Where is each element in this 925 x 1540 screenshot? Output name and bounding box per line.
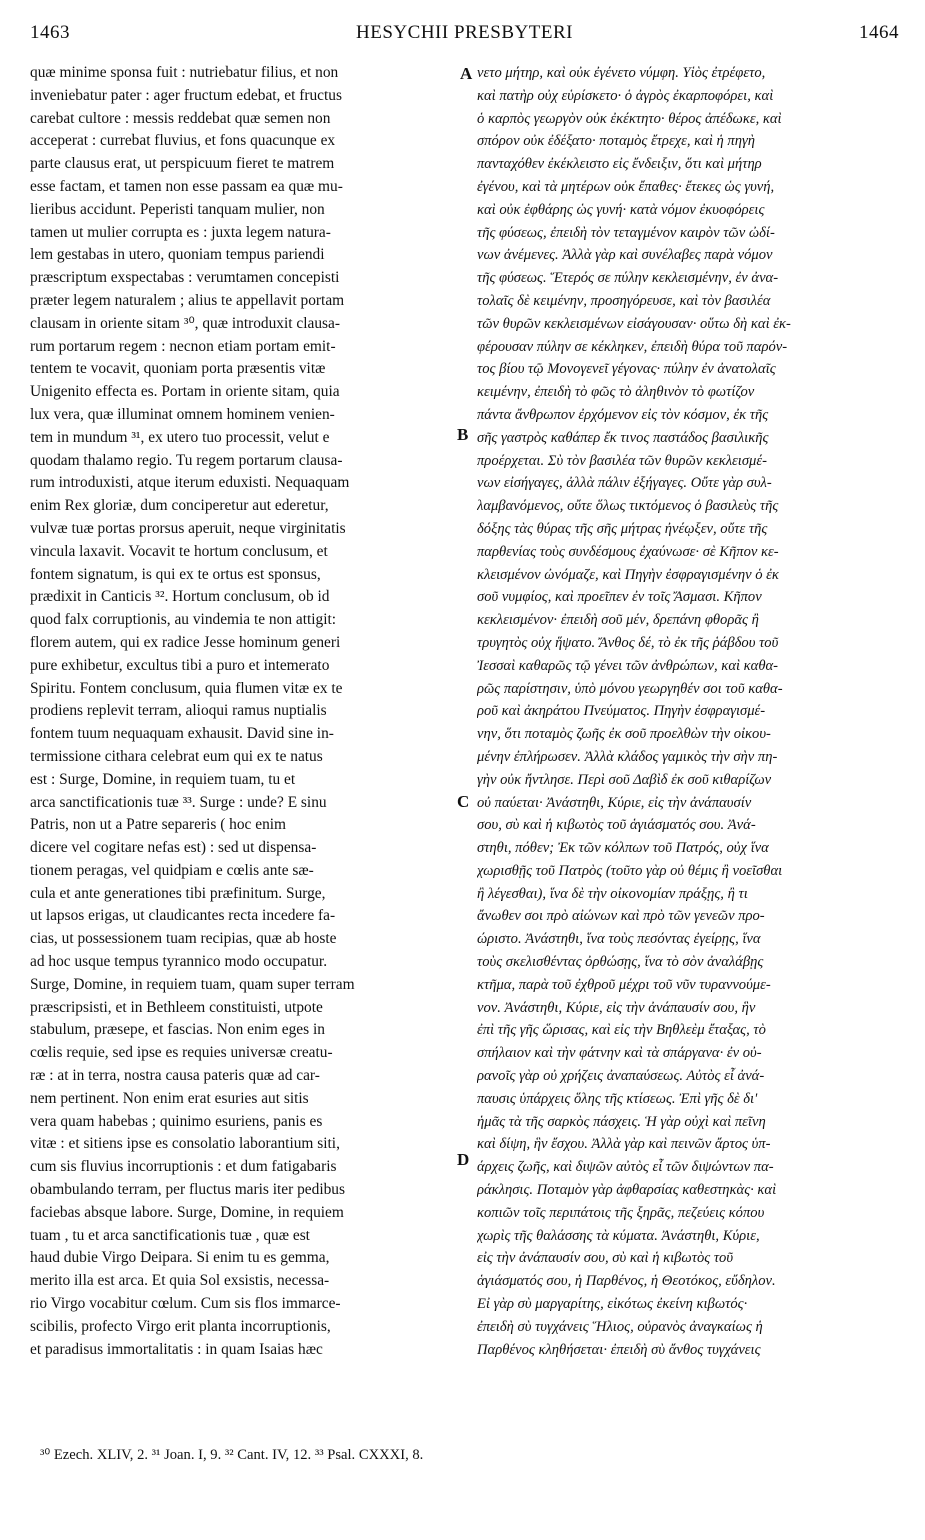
greek-text-line: σῆς γαστρὸς καθάπερ ἔκ τινος παστάδος βασιλικῆς [477,429,769,446]
latin-text-line: Surge, Domine, in requiem tuam, quam super terram [30,975,355,993]
latin-text-line: vulvæ tuæ portas prorsus aperuit, neque virginitatis [30,519,346,537]
greek-text-line: τῆς φύσεως. Ἕτερός σε πύλην κεκλεισμένην, ἐν ἀνα- [477,270,779,287]
greek-text-line: τρυγητὸς οὐχ ἥψατο. Ἄνθος δέ, τὸ ἐκ τῆς ῥάβδου τοῦ [477,634,779,651]
latin-text-line: est : Surge, Domine, in requiem tuam, tu et [30,770,296,788]
greek-text-line: τοὺς σκελισθέντας ὀρθώσῃς, ἵνα τὸ σὸν ἀναλάβῃς [477,954,764,971]
margin-letter-a: A [460,64,473,83]
latin-text-line: enim Rex gloriæ, dum conciperetur aut ederetur, [30,497,329,515]
latin-text-line: rum portarum regem : necnon etiam portam emit- [30,337,336,355]
latin-text-line: faciebas absque labore. Surge, Domine, in requiem [30,1203,344,1221]
latin-text-line: esse factam, et tamen non esse passam ea quæ mu- [30,177,343,195]
latin-text-line: florem autem, qui ex radice Jesse hominum generi [30,633,341,651]
margin-letter-d: D [457,1150,470,1169]
latin-text-line: inveniebatur pater : ager fructum edebat, et fructus [30,86,342,104]
latin-text-line: prædixit in Canticis ³². Hortum conclusum, ob id [30,588,330,606]
greek-text-line: ράκλησις. Ποταμὸν γὰρ ἀφθαρσίας καθεστηκὰς· καὶ [477,1182,777,1199]
greek-text-line: κλεισμένον ὠνόμαζε, καὶ Πηγὴν ἐσφραγισμένην ὁ ἐκ [477,566,779,583]
latin-text-line: rio Virgo vocabitur cœlum. Cum sis flos immarce- [30,1295,341,1313]
greek-text-line: παρθενίας τοὺς συνδέσμους ἐχαύνωσε· σὲ Κῆπον κε- [477,543,779,560]
latin-text-line: haud dubie Virgo Deipara. Si enim tu es gemma, [30,1249,330,1267]
greek-text-line: οὐ παύεται· Ἀνάστηθι, Κύριε, εἰς τὴν ἀνάπαυσίν [477,794,752,811]
page-number-right: 1464 [859,22,899,43]
latin-text-line: stabulum, præsepe, et fascias. Non enim eges in [30,1021,325,1039]
latin-text-line: nem pertinent. Non enim erat esuries aut sitis [30,1089,309,1107]
latin-text-line: scibilis, profecto Virgo erit planta incorruptionis, [30,1317,331,1335]
latin-text-line: ut lapsos erigas, ut claudicantes recta incedere fa- [30,907,336,925]
greek-text-line: τῶν θυρῶν κεκλεισμένων εἰσάγουσαν· οὕτω δὴ καὶ ἐκ- [477,315,791,332]
latin-text-line: parte clausus erat, ut perspicuum fieret te matrem [30,155,335,173]
latin-text-line: Patris, non ut a Patre separeris ( hoc enim [30,816,287,834]
greek-text-line: κτῆμα, παρὰ τοῦ ἐχθροῦ μέχρι τοῦ νῦν τυραννούμε- [477,976,771,993]
latin-text-line: tionem peragas, vel quidpiam e cœlis ante sæ- [30,861,314,879]
latin-text-line: ad hoc usque tempus tyrannico modo occupatur. [30,953,328,971]
greek-text-line: ρανοῖς γὰρ οὐ χρήζεις ἀναπαύσεως. Αὐτὸς εἶ ἀνά- [477,1068,765,1085]
latin-text-line: cula et ante generationes tibi præfinitum. Surge, [30,884,326,902]
latin-text-line: merito illa est arca. Et quia Sol exsistis, necessa- [30,1272,330,1290]
greek-text-line: ρῶς παρίστησιν, ὑπὸ μόνου γεωργηθέν σοι τοῦ καθα- [477,680,783,697]
greek-text-line: ἡμᾶς τὰ τῆς σαρκὸς πάσχεις. Ἡ γὰρ οὐχὶ καὶ πεῖνη [477,1113,766,1130]
greek-text-line: ἢ λέγεσθαι), ἵνα δὲ τὴν οἰκονομίαν πράξῃς, ἢ τι [477,885,748,902]
latin-text-line: lieribus accidunt. Peperisti tanquam mulier, non [30,200,325,218]
greek-text-line: νων εἰσήγαγες, ἀλλὰ πάλιν ἐξήγαγες. Οὔτε γὰρ συλ- [477,475,772,492]
latin-text-line: præscripsisti, et in Bethleem constituisti, utpote [30,998,323,1016]
margin-letter-b: B [457,425,469,444]
latin-text-line: quodam thalamo regio. Tu regem portarum clausa- [30,451,343,469]
greek-text-line: τῆς φύσεως, ἐπειδὴ τὸν τεταγμένον καιρὸν τῶν ὠδί- [477,224,775,241]
latin-text-line: arca sanctificationis tuæ ³³. Surge : unde? E sinu [30,793,327,811]
greek-text-line: σοῦ νυμφίος, καὶ προεῖπεν ἐν τοῖς Ἄσμασι. Κῆπον [477,589,762,606]
latin-text-line: tentem te vocavit, quoniam porta præsentis vitæ [30,360,326,378]
latin-text-line: acceperat : currebat fluvius, et fons quacunque ex [30,132,336,150]
greek-text-line: καὶ πατὴρ οὐχ εὑρίσκετο· ὁ ἀγρὸς ἐκαρποφόρει, καὶ [477,87,774,104]
greek-text-line: γὴν οὐκ ἤντλησε. Περὶ σοῦ Δαβὶδ ἐκ σοῦ κιθαρίζων [477,771,772,788]
latin-text-line: fontem signatum, is qui ex te ortus est sponsus, [30,565,321,583]
greek-text-line: κοπιῶν τοῖς περιπάτοις τῆς ξηρᾶς, πεζεύεις κόπου [477,1204,765,1221]
latin-text-line: cum sis fluvius incorruptionis : et dum fatigabaris [30,1158,337,1176]
greek-text-line: νετο μήτηρ, καὶ οὐκ ἐγένετο νύμφη. Υἱὸς ἐτρέφετο, [477,65,766,81]
greek-text-line: ὁ καρπὸς γεωργὸν οὐκ ἐκέκτητο· θέρος ἀπέδωκε, καὶ [477,110,782,127]
greek-column [477,62,897,1361]
greek-text-line: καὶ οὐκ ἐφθάρης ὡς γυνή· κατὰ νόμον ἐκυοφόρεις [477,201,765,218]
greek-text-line: φέρουσαν πύλην σε κέκληκεν, ἐπειδὴ θύρα τοῦ παρόν- [477,338,788,355]
greek-text-line: Εἰ γὰρ σὺ μαργαρίτης, εἰκότως ἐκείνη κιβωτός· [477,1296,748,1313]
greek-text-line: δόξης τὰς θύρας τῆς σῆς μήτρας ἠνέῳξεν, οὔτε τῆς [477,520,768,537]
greek-text-line: χωρισθῇς τοῦ Πατρὸς (τοῦτο γὰρ οὐ θέμις ἢ νοεῖσθαι [477,862,783,879]
latin-text-line: cœlis requie, sed ipse es requies universæ creatu- [30,1044,333,1062]
greek-text-line: μένην ἐπλήρωσεν. Ἀλλὰ κλάδος γαμικὸς τὴν σὴν πη- [477,748,778,765]
footnotes: ³⁰ Ezech. XLIV, 2. ³¹ Joan. I, 9. ³² Cant. IV, 12. ³³ Psal. CXXXI, 8. [40,1447,424,1463]
greek-text-line: τολαῖς δὲ κειμένην, προσηγόρευσε, καὶ τὸν βασιλέα [477,292,771,309]
latin-text-line: lem gestabas in utero, quoniam tempus pariendi [30,246,325,264]
latin-text-line: dicere vel cogitare nefas est) : sed ut dispensa- [30,839,317,857]
latin-text-line: et paradisus immortalitatis : in quam Isaias hæc [30,1340,323,1358]
greek-text-line: καὶ δίψη, ἣν ἔσχου. Ἀλλὰ γὰρ καὶ πεινῶν ἄρτος ὑπ- [477,1136,771,1153]
greek-text-line: ἐπὶ τῆς γῆς ὥρισας, καὶ εἰς τὴν Βηθλεὲμ ἔταξας, τὸ [477,1022,766,1039]
latin-text-line: quæ minime sponsa fuit : nutriebatur filius, et non [30,64,339,81]
margin-letter-c: C [457,792,470,811]
greek-text-line: πάντα ἄνθρωπον ἐρχόμενον εἰς τὸν κόσμον, ἐκ τῆς [477,406,769,423]
greek-text-line: κειμένην, ἐπειδὴ τὸ φῶς τὸ ἀληθινὸν τὸ φωτίζον [477,384,755,401]
greek-text-line: νων ἀνέμενες. Ἀλλὰ γὰρ καὶ συνέλαβες παρὰ νόμον [477,247,773,264]
greek-text-line: ἁγιάσματός σου, ἡ Παρθένος, ἡ Θεοτόκος, εὔδηλον. [477,1273,776,1290]
greek-text-line: ροῦ καὶ ἀκηράτου Πνεύματος. Πηγὴν ἐσφραγισμέ- [477,703,766,720]
greek-text-line: νην, ὅτι ποταμὸς ζωῆς ἐκ σοῦ προελθὼν τὴν οἰκου- [477,726,771,743]
greek-text-line: πανταχόθεν ἐκέκλειστο εἰς ἔνδειξιν, ὅτι καὶ μήτηρ [477,156,762,173]
greek-text-line: στηθι, πόθεν; Ἐκ τῶν κόλπων τοῦ Πατρός, οὐχ ἵνα [477,840,769,857]
greek-text-line: ἄνωθεν σοι πρὸ αἰώνων καὶ πρὸ τῶν γενεῶν προ- [477,908,765,925]
latin-text-line: pure exhibetur, excultus tibi a puro et intemerato [30,656,330,674]
latin-text-line: Unigenito effecta es. Portam in oriente sitam, quia [30,383,340,401]
greek-text-line: ἐγένου, καὶ τὰ μητέρων οὐκ ἔπαθες· ἔτεκες ὡς γυνή, [477,178,775,195]
latin-text-line: fontem tuum nequaquam exhausit. David sine in- [30,725,334,743]
latin-text-line: vitæ : et sitiens ipse es consolatio laborantium siti, [30,1135,340,1153]
greek-text-line: Παρθένος κληθήσεται· ἐπειδὴ σὺ ἄνθος τυγχάνεις [477,1341,761,1358]
latin-text-line: ræ : at in terra, nostra causa pateris quæ ad car- [30,1067,320,1085]
greek-text-line: Ἰεσσαὶ καθαρῶς τῷ γένει τῶν ἀνθρώπων, καὶ καθα- [477,657,779,674]
latin-text-line: prodiens replevit terram, alioqui ramus nuptialis [30,702,327,720]
greek-text-line: τος βίου τῷ Μονογενεῖ γέγονας· πύλην ἐν ἀνατολαῖς [477,361,776,378]
latin-text-line: carebat cultore : messis reddebat quæ semen non [30,109,331,127]
greek-text-line: άρχεις ζωῆς, καὶ διψῶν αὐτὸς εἶ τῶν διψώντων πα- [477,1159,774,1176]
greek-text-line: σπήλαιον καὶ τὴν φάτνην καὶ τὰ σπάργανα· ἐν οὐ- [477,1045,762,1062]
running-header [30,22,899,52]
greek-text-line: ἐπειδὴ σὺ τυγχάνεις Ἥλιος, οὐρανὸς ἀναγκαίως ἡ [477,1318,763,1335]
latin-text-line: termissione cithara celebrat eum qui ex te natus [30,747,323,765]
greek-text-line: σου, σὺ καὶ ἡ κιβωτὸς τοῦ ἁγιάσματός σου. Ἀνά- [477,817,756,834]
greek-text-line: εἰς τὴν ἀνάπαυσίν σου, σὺ καὶ ἡ κιβωτὸς τοῦ [477,1250,734,1267]
latin-text-line: præter legem naturalem ; alius te appellavit portam [30,291,345,309]
latin-text-line: clausam in oriente sitam ³⁰, quæ introduxit clausa- [30,314,340,332]
running-title: HESYCHII PRESBYTERI [356,22,573,43]
latin-text-line: præscriptum exspectabas : verumtamen concepisti [30,269,340,287]
greek-text-line: προέρχεται. Σὺ τὸν βασιλέα τῶν θυρῶν κεκλεισμέ- [477,452,767,469]
latin-text-line: cias, ut possessionem tuam recipias, quæ ab hoste [30,930,337,948]
greek-text-line: χωρὶς τῆς θαλάσσης τὰ κύματα. Ἀνάστηθι, Κύριε, [477,1227,760,1244]
latin-text-line: rum introduxisti, atque iterum eduxisti. Nequaquam [30,474,350,492]
latin-column [30,62,450,1361]
greek-text-line: σπόρον οὐκ ἐδέξατο· ποταμὸς ἔτρεχε, καὶ ἡ πηγὴ [477,133,755,150]
greek-text-line: κεκλεισμένον· ἐπειδὴ σοῦ μέν, δρεπάνη φθορᾶς ἢ [477,612,759,629]
latin-text-line: tem in mundum ³¹, ex utero tuo processit, velut e [30,428,330,446]
latin-text-line: quod falx corruptionis, au vindemia te non attigit: [30,611,337,629]
latin-text-line: obambulando terram, per fluctus maris iter pedibus [30,1181,345,1199]
latin-text-line: lux vera, quæ illuminat omnem hominem venien- [30,405,335,423]
latin-text-line: vincula laxavit. Vocavit te hortum conclusum, et [30,542,328,560]
latin-text-line: tamen ut mulier corrupta es : juxta legem natura- [30,223,331,241]
greek-text-line: παυσις ὑπάρχεις ὅλης τῆς κτίσεως. Ἐπὶ γῆς δὲ δι' [477,1090,758,1107]
latin-text-line: vera quam habebas ; quinimo esuriens, panis es [30,1112,323,1130]
greek-text-line: ώριστο. Ἀνάστηθι, ἵνα τοὺς πεσόντας ἐγείρῃς, ἵνα [477,931,761,948]
page-number-left: 1463 [30,22,70,43]
latin-text-line: tuam , tu et arca sanctificationis tuæ , quæ est [30,1226,310,1244]
latin-text-line: Spiritu. Fontem conclusum, quia flumen vitæ ex te [30,679,343,697]
greek-text-line: νον. Ἀνάστηθι, Κύριε, εἰς τὴν ἀνάπαυσίν σου, ἣν [477,999,756,1016]
greek-text-line: λαμβανόμενος, οὔτε ὅλως τικτόμενος ὁ βασιλεὺς τῆς [477,498,779,515]
